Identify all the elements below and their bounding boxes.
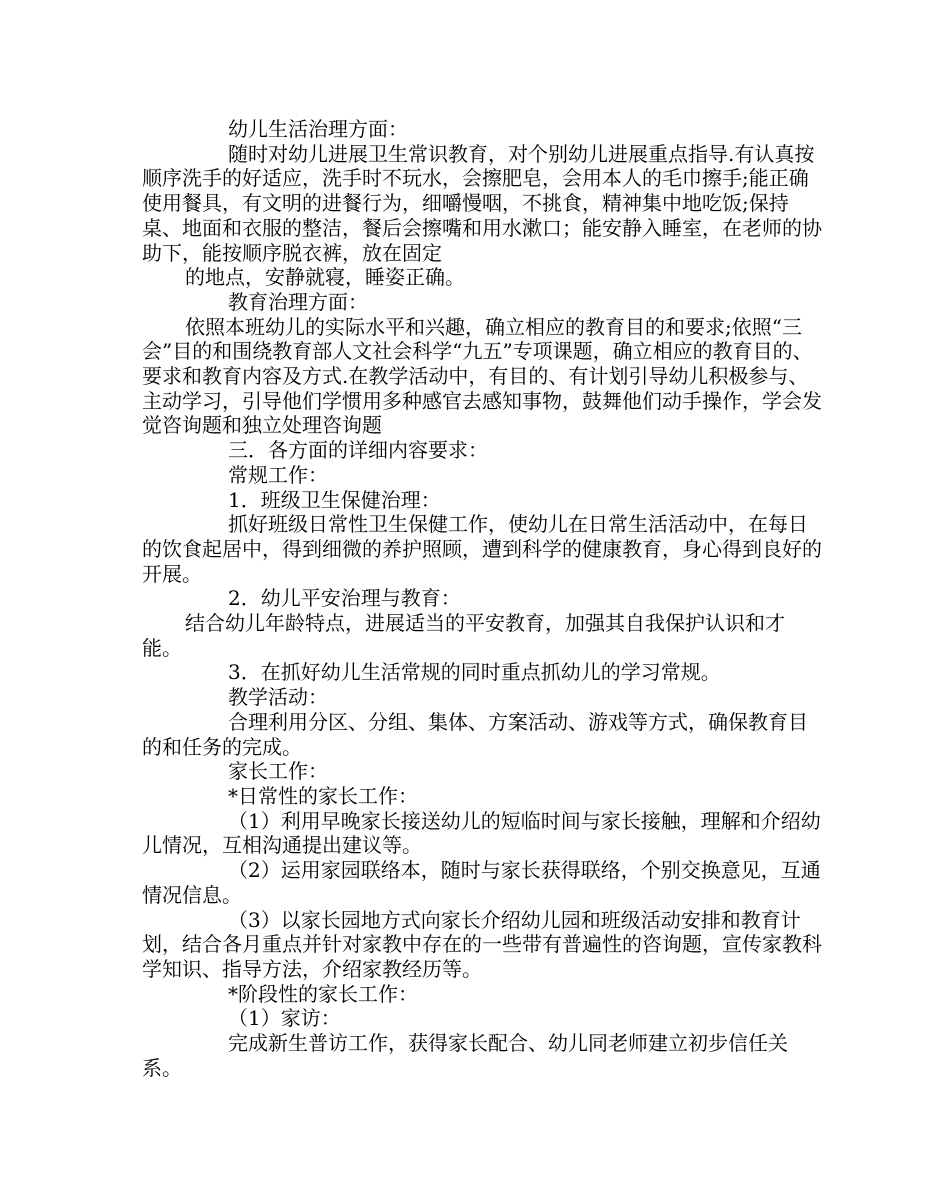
paragraph: 幼儿生活治理方面：: [228, 117, 408, 141]
paragraph: 抓好班级日常性卫生保健工作，使幼儿在日常生活活动中，在每日的饮食起居中，得到细微的养护照顾，遭到科学的健康教育，身心得到良好的开展。: [142, 512, 822, 586]
paragraph: 教育治理方面：: [228, 289, 368, 314]
paragraph: （1）利用早晚家长接送幼儿的短临时间与家长接触，理解和介绍幼儿情况，互相沟通提出建议等。: [142, 808, 821, 858]
paragraph: 三．各方面的详细内容要求：: [228, 438, 488, 463]
paragraph: *阶段性的家长工作：: [228, 981, 418, 1006]
paragraph: 结合幼儿年龄特点，进展适当的平安教育，加强其自我保护认识和才能。: [142, 611, 785, 660]
paragraph: 家长工作：: [228, 759, 328, 784]
paragraph: 依照本班幼儿的实际水平和兴趣，确立相应的教育目的和要求;依照“三会”目的和围绕教育部人文社会科学“九五”专项课题，确立相应的教育目的、要求和教育内容及方式.在教学活动中，有目的、有计划引导幼儿积极参与、主动学习，引导他们学惯用多种感官去感知事物，鼓舞他们动手操作，学会发觉咨询题和独立处理咨询题: [142, 314, 822, 438]
paragraph: 随时对幼儿进展卫生常识教育，对个别幼儿进展重点指导.有认真按顺序洗手的好适应，洗手时不玩水，会擦肥皂，会用本人的毛巾擦手;能正确使用餐具，有文明的进餐行为，细嚼慢咽，不挑食，精神集中地吃饭;保持桌、地面和衣服的整洁，餐后会擦嘴和用水漱口；能安静入睡室，在老师的协助下，能按顺序脱衣裤，放在固定: [142, 141, 822, 265]
paragraph: 教学活动：: [228, 685, 328, 710]
paragraph: 的地点，安静就寝，睡姿正确。: [185, 265, 465, 290]
paragraph: （2）运用家园联络本，随时与家长获得联络，个别交换意见，互通情况信息。: [142, 858, 821, 907]
paragraph: （3）以家长园地方式向家长介绍幼儿园和班级活动安排和教育计划，结合各月重点并针对家教中存在的一些带有普遍性的咨询题，宣传家教科学知识、指导方法，介绍家教经历等。: [142, 907, 822, 981]
paragraph: （1）家访：: [228, 1006, 341, 1031]
paragraph: 1．班级卫生保健治理：: [228, 487, 441, 512]
paragraph: 3．在抓好幼儿生活常规的同时重点抓幼儿的学习常规。: [228, 660, 721, 685]
paragraph: 完成新生普访工作，获得家长配合、幼儿同老师建立初步信任关系。: [142, 1031, 788, 1080]
paragraph: *日常性的家长工作：: [228, 783, 418, 808]
paragraph: 常规工作：: [228, 462, 328, 487]
paragraph: 2．幼儿平安治理与教育：: [228, 586, 461, 611]
document-body: [142, 117, 822, 1080]
paragraph: 合理利用分区、分组、集体、方案活动、游戏等方式，确保教育目的和任务的完成。: [142, 709, 808, 759]
